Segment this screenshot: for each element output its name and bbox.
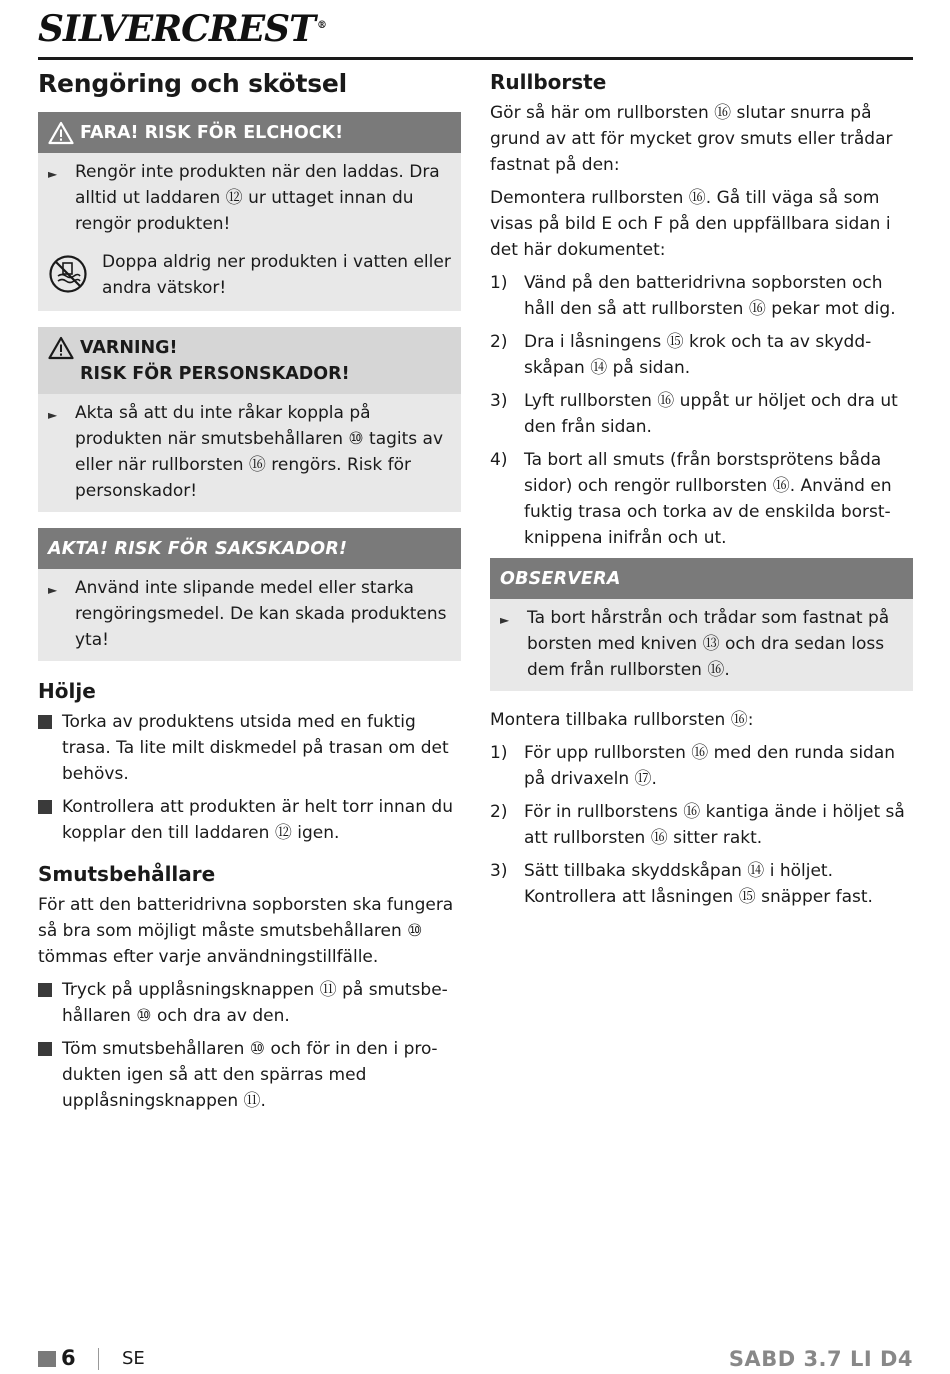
no-water-text: Doppa aldrig ner produkten i vatten eller andra vätskor! (102, 252, 451, 298)
note-box (490, 558, 913, 691)
note-item-text: Ta bort hårstrån och trådar som fastnat på borsten med kniven ⑬ och dra sedan loss dem från rullborsten ⑯. (527, 608, 890, 680)
list-item (490, 799, 913, 851)
step-text: Sätt tillbaka skyddskåpan ⑭ i höljet. Kontrollera att låsningen ⑮ snäpper fast. (524, 861, 873, 907)
step-number: 1) (490, 743, 508, 763)
step-text: För in rullborstens ⑯ kantiga ände i höljet så att rullborsten ⑯ sitter rakt. (524, 802, 905, 848)
list-item (490, 388, 913, 440)
caution-box (38, 528, 461, 661)
no-water-notice (48, 249, 451, 305)
page-number: 6 (61, 1346, 76, 1370)
danger-box (38, 112, 461, 311)
housing-item-text: Torka av produktens utsida med en fuktig trasa. Ta lite milt diskmedel på trasan om det behövs. (62, 712, 449, 784)
arrow-bullet-icon: ► (48, 408, 58, 422)
step-number: 1) (490, 273, 508, 293)
dust-container-heading: Smutsbehållare (38, 862, 216, 886)
warning-heading-text (80, 335, 350, 387)
step-text: Dra i låsningens ⑮ krok och ta av skyddskåpan ⑭ på sidan. (524, 332, 872, 378)
left-column (38, 68, 461, 1121)
danger-item-text: Rengör inte produkten när den laddas. Dra alltid ut laddaren ⑫ ur uttaget innan du rengör produkten! (75, 162, 440, 234)
dust-intro: För att den batteridrivna sopborsten ska fungera så bra som möjligt måste smutsbehållaren ⑩ tömmas efter varje användningstillfälle. (38, 895, 454, 967)
no-immersion-icon (48, 254, 88, 294)
list-item (48, 159, 451, 239)
warning-item-text: Akta så att du inte råkar koppla på produkten när smutsbehållaren ⑩ tagits av eller när rullborsten ⑯ rengörs. Risk för personskador! (75, 403, 444, 501)
reassemble-intro: Montera tillbaka rullborsten ⑯: (490, 710, 754, 730)
footer-divider (98, 1348, 99, 1370)
roller-intro-2: Demontera rullborsten ⑯. Gå till väga så som visas på bild E och F på den uppfällbara sidan i det här dokumentet: (490, 188, 891, 260)
danger-body (38, 153, 461, 311)
brand-name: SILVERCREST (38, 8, 315, 50)
warning-triangle-icon (48, 336, 74, 360)
list-item (38, 709, 461, 787)
note-heading: OBSERVERA (490, 558, 913, 599)
step-number: 2) (490, 802, 508, 822)
right-column (490, 68, 913, 917)
page-header (38, 6, 913, 60)
dust-item-text: Tryck på upplåsningsknappen ⑪ på smutsbehållaren ⑩ och dra av den. (62, 980, 448, 1026)
square-bullet-icon (38, 715, 52, 729)
housing-item-text: Kontrollera att produkten är helt torr innan du kopplar den till laddaren ⑫ igen. (62, 797, 453, 843)
square-bullet-icon (38, 800, 52, 814)
step-number: 2) (490, 332, 508, 352)
roller-brush-heading: Rullborste (490, 70, 607, 94)
caution-heading: AKTA! RISK FÖR SAKSKADOR! (38, 528, 461, 569)
list-item (490, 329, 913, 381)
square-bullet-icon (38, 983, 52, 997)
language-code: SE (122, 1348, 145, 1369)
step-text: Ta bort all smuts (från borstsprötens båda sidor) och rengör rullborsten ⑯. Använd en fuktig trasa och torka av de enskilda borstknippena inifrån och ut. (524, 450, 892, 548)
arrow-bullet-icon: ► (48, 583, 58, 597)
warning-heading-line2: RISK FÖR PERSONSKADOR! (80, 364, 350, 384)
list-item (490, 858, 913, 910)
housing-heading: Hölje (38, 679, 96, 703)
arrow-bullet-icon: ► (500, 613, 510, 627)
danger-heading-text: FARA! RISK FÖR ELCHOCK! (80, 123, 344, 143)
page-title: Rengöring och skötsel (38, 69, 348, 98)
step-number: 3) (490, 391, 508, 411)
danger-heading (38, 112, 461, 153)
registered-mark: ® (316, 20, 326, 31)
list-item (500, 605, 903, 685)
warning-body (38, 394, 461, 512)
warning-heading (38, 327, 461, 394)
brand-logo (38, 8, 326, 50)
warning-heading-line1: VARNING! (80, 338, 178, 358)
step-number: 4) (490, 450, 508, 470)
list-item (48, 575, 451, 655)
model-number: SABD 3.7 LI D4 (728, 1347, 913, 1371)
dust-item-text: Töm smutsbehållaren ⑩ och för in den i produkten igen så att den spärras med upplåsningsknappen ⑪. (62, 1039, 438, 1111)
caution-body (38, 569, 461, 661)
warning-box (38, 327, 461, 512)
list-item (490, 447, 913, 551)
note-body (490, 599, 913, 691)
warning-triangle-icon (48, 121, 74, 145)
page-footer (38, 1346, 913, 1374)
step-text: Vänd på den batteridrivna sopborsten och håll den så att rullborsten ⑯ pekar mot dig. (524, 273, 896, 319)
list-item (38, 794, 461, 846)
step-text: För upp rullborsten ⑯ med den runda sidan på drivaxeln ⑰. (524, 743, 896, 789)
list-item (490, 270, 913, 322)
step-number: 3) (490, 861, 508, 881)
step-text: Lyft rullborsten ⑯ uppåt ur höljet och dra ut den från sidan. (524, 391, 898, 437)
list-item (48, 400, 451, 506)
arrow-bullet-icon: ► (48, 167, 58, 181)
footer-square-icon (38, 1351, 56, 1367)
roller-intro-1: Gör så här om rullborsten ⑯ slutar snurra på grund av att för mycket grov smuts eller trådar fastnat på den: (490, 103, 893, 175)
list-item (490, 740, 913, 792)
caution-item-text: Använd inte slipande medel eller starka rengöringsmedel. De kan skada produktens yta! (75, 578, 447, 650)
list-item (38, 1036, 461, 1114)
square-bullet-icon (38, 1042, 52, 1056)
list-item (38, 977, 461, 1029)
